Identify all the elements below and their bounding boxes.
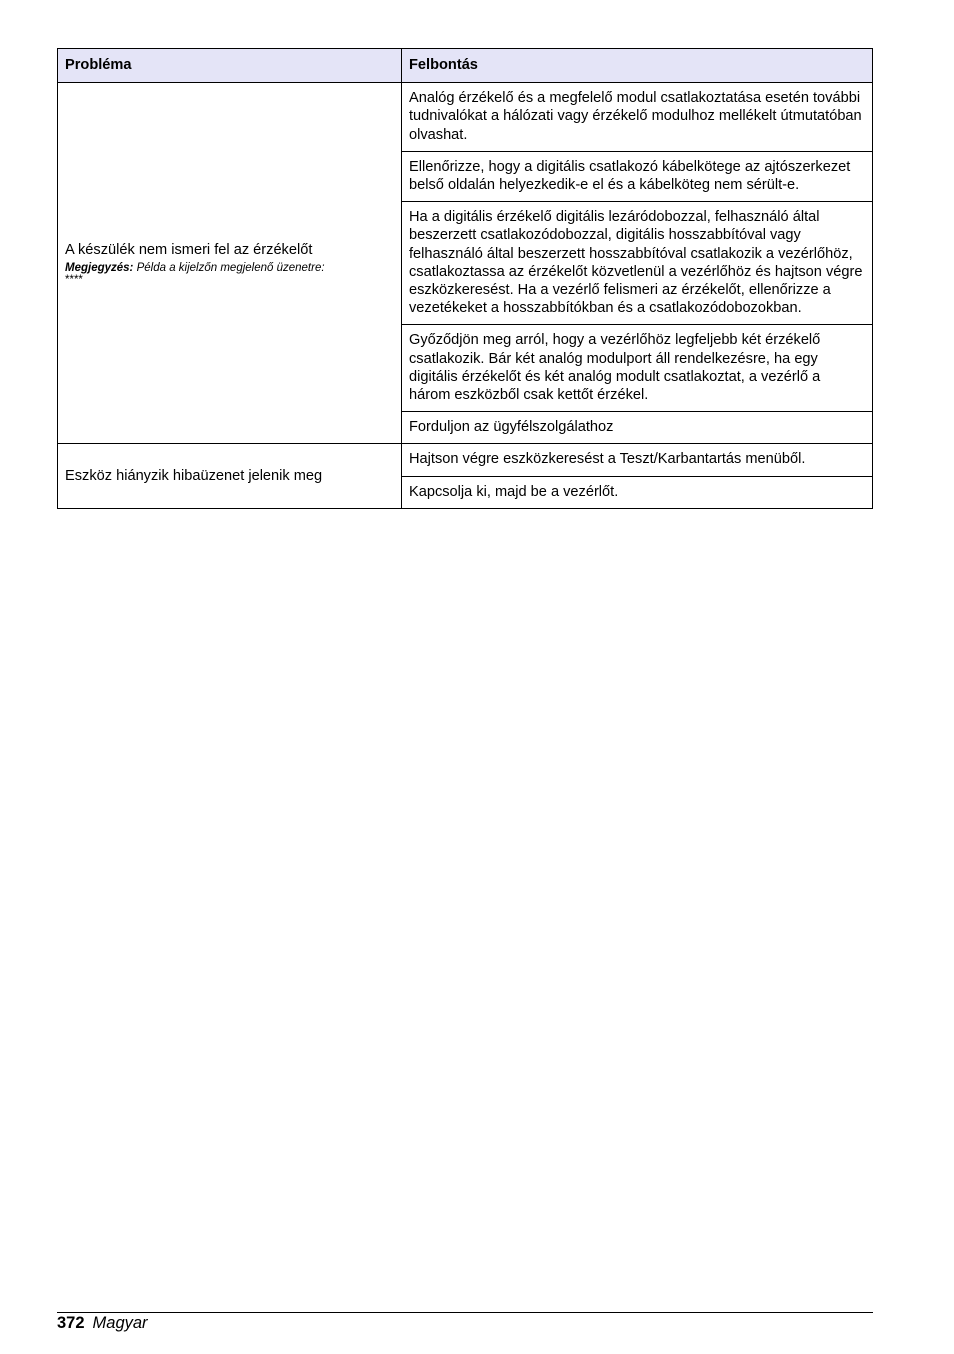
page-number: 372 bbox=[57, 1314, 85, 1332]
problem-cell bbox=[58, 83, 402, 444]
header-resolution: Felbontás bbox=[402, 49, 873, 83]
header-problem: Probléma bbox=[58, 49, 402, 83]
resolution-cell: Győződjön meg arról, hogy a vezérlőhöz legfeljebb két érzékelő csatlakozik. Bár két analóg modulport áll rendelkezésre, ha egy digitális érzékelőt és két analóg modult csatlakoztat, a vezérlő a három eszközből csak kettőt érzékel. bbox=[402, 325, 873, 412]
resolution-cell: Hajtson végre eszközkeresést a Teszt/Karbantartás menüből. bbox=[402, 444, 873, 476]
problem-text: A készülék nem ismeri fel az érzékelőt bbox=[65, 241, 313, 258]
page-footer bbox=[57, 1313, 148, 1333]
resolution-cell: Analóg érzékelő és a megfelelő modul csatlakoztatása esetén további tudnivalókat a hálózati vagy érzékelő modulhoz mellékelt útmutatóban olvashat. bbox=[402, 83, 873, 152]
resolution-cell: Ha a digitális érzékelő digitális lezáródobozzal, felhasználó által beszerzett csatlakozódobozzal, digitális hosszabbítóval vagy felhasználó által beszerzett hosszabbítóval csatlakozik a vezérlőhöz, csatlakoztassa az érzékelőt közvetlenül a vezérlőhöz és hajtson végre eszközkeresést. Ha a vezérlő felismeri az érzékelőt, ellenőrizze a vezetékeket a hosszabbítókban és a csatlakozódobozokban. bbox=[402, 202, 873, 325]
note-text: Példa a kijelzőn megjelenő üzenetre: bbox=[136, 261, 325, 274]
footer-language: Magyar bbox=[92, 1314, 148, 1332]
resolution-cell: Kapcsolja ki, majd be a vezérlőt. bbox=[402, 476, 873, 508]
note bbox=[65, 261, 394, 275]
table-header-row bbox=[58, 49, 873, 83]
troubleshooting-table bbox=[57, 48, 873, 509]
table-row bbox=[58, 83, 873, 152]
note-label: Megjegyzés: bbox=[65, 261, 134, 274]
footer-divider bbox=[57, 1312, 873, 1313]
note-value: **** bbox=[65, 273, 83, 286]
table-row bbox=[58, 444, 873, 476]
problem-cell: Eszköz hiányzik hibaüzenet jelenik meg bbox=[58, 444, 402, 508]
resolution-cell: Ellenőrizze, hogy a digitális csatlakozó kábelkötege az ajtószerkezet belső oldalán helyezkedik-e el és a kábelköteg nem sérült-e. bbox=[402, 151, 873, 201]
resolution-cell: Forduljon az ügyfélszolgálathoz bbox=[402, 412, 873, 444]
